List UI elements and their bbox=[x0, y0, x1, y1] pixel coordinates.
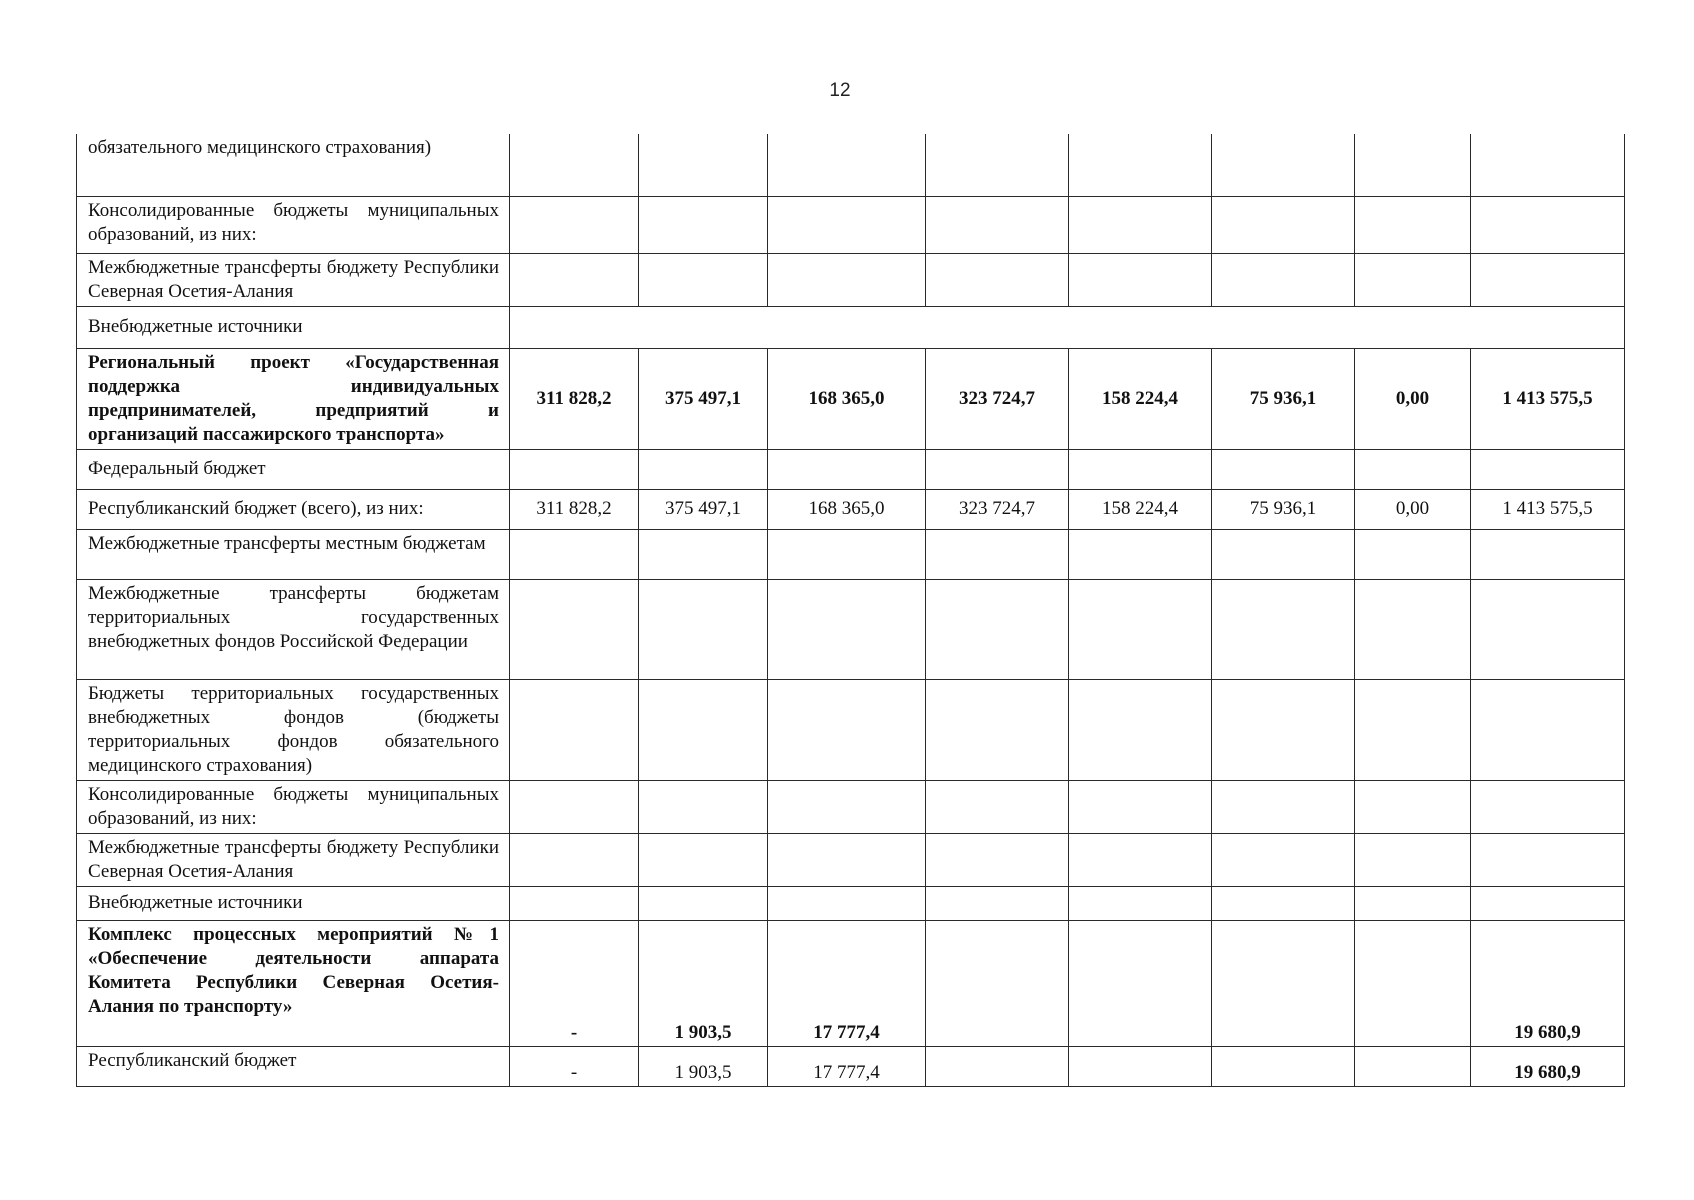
value-cell: - bbox=[510, 920, 639, 1046]
value-cell bbox=[1471, 449, 1625, 489]
table-row bbox=[77, 449, 1625, 489]
value-cell bbox=[1355, 134, 1471, 196]
value-cell bbox=[1212, 449, 1355, 489]
value-cell: 19 680,9 bbox=[1471, 920, 1625, 1046]
value-cell bbox=[1212, 1046, 1355, 1086]
table-row bbox=[77, 1046, 1625, 1086]
value-cell: 17 777,4 bbox=[768, 920, 926, 1046]
value-cell bbox=[768, 833, 926, 886]
value-cell bbox=[639, 886, 768, 920]
value-cell bbox=[639, 449, 768, 489]
row-label: Межбюджетные трансферты бюджету Республики Северная Осетия-Алания bbox=[77, 833, 510, 886]
value-cell bbox=[510, 886, 639, 920]
value-cell bbox=[1069, 920, 1212, 1046]
value-cell bbox=[1471, 529, 1625, 579]
value-cell bbox=[1355, 449, 1471, 489]
value-cell bbox=[510, 134, 639, 196]
value-cell bbox=[1069, 579, 1212, 679]
value-cell bbox=[510, 449, 639, 489]
value-cell bbox=[510, 253, 639, 306]
value-cell bbox=[1471, 833, 1625, 886]
value-cell bbox=[1212, 134, 1355, 196]
value-cell bbox=[926, 679, 1069, 780]
value-cell: 375 497,1 bbox=[639, 489, 768, 529]
value-cell bbox=[768, 196, 926, 253]
value-cell bbox=[1355, 780, 1471, 833]
value-cell: 75 936,1 bbox=[1212, 489, 1355, 529]
value-cell bbox=[1355, 833, 1471, 886]
value-cell bbox=[1069, 886, 1212, 920]
value-cell: 375 497,1 bbox=[639, 348, 768, 449]
value-cell bbox=[1212, 780, 1355, 833]
row-label: Бюджеты территориальных государственных внебюджетных фондов (бюджеты территориальных фондов обязательного медицинского страхования) bbox=[77, 679, 510, 780]
value-cell: 1 903,5 bbox=[639, 920, 768, 1046]
value-cell: 158 224,4 bbox=[1069, 348, 1212, 449]
table-row bbox=[77, 253, 1625, 306]
row-label: Внебюджетные источники bbox=[77, 886, 510, 920]
value-cell bbox=[1355, 679, 1471, 780]
value-cell bbox=[1212, 679, 1355, 780]
value-cell bbox=[510, 579, 639, 679]
value-cell: 1 413 575,5 bbox=[1471, 489, 1625, 529]
value-cell bbox=[1212, 529, 1355, 579]
value-cell bbox=[1069, 679, 1212, 780]
value-cell: 0,00 bbox=[1355, 489, 1471, 529]
value-cell bbox=[926, 529, 1069, 579]
value-cell bbox=[1355, 253, 1471, 306]
value-cell bbox=[926, 253, 1069, 306]
value-cell bbox=[768, 886, 926, 920]
value-cell bbox=[1471, 679, 1625, 780]
value-cell: 17 777,4 bbox=[768, 1046, 926, 1086]
value-cell bbox=[926, 920, 1069, 1046]
value-cell bbox=[1069, 196, 1212, 253]
value-cell bbox=[510, 196, 639, 253]
row-label: Комплекс процессных мероприятий №1 «Обеспечение деятельности аппарата Комитета Республики Северная Осетия-Алания по транспорту» bbox=[77, 920, 510, 1046]
value-cell bbox=[1212, 920, 1355, 1046]
value-cell bbox=[1069, 253, 1212, 306]
value-cell bbox=[768, 449, 926, 489]
table-row bbox=[77, 780, 1625, 833]
value-cell bbox=[1355, 529, 1471, 579]
value-cell bbox=[926, 449, 1069, 489]
value-cell bbox=[926, 196, 1069, 253]
value-cell: 168 365,0 bbox=[768, 489, 926, 529]
value-cell bbox=[768, 780, 926, 833]
value-cell bbox=[1069, 449, 1212, 489]
row-label: Межбюджетные трансферты бюджетам территориальных государственных внебюджетных фондов Российской Федерации bbox=[77, 579, 510, 679]
value-cell bbox=[1471, 579, 1625, 679]
value-cell: 311 828,2 bbox=[510, 348, 639, 449]
value-cell bbox=[1212, 196, 1355, 253]
value-cell bbox=[510, 833, 639, 886]
value-cell bbox=[926, 1046, 1069, 1086]
value-cell: 323 724,7 bbox=[926, 348, 1069, 449]
value-cell: 75 936,1 bbox=[1212, 348, 1355, 449]
budget-table bbox=[76, 134, 1625, 1087]
value-cell bbox=[768, 134, 926, 196]
value-cell: 168 365,0 bbox=[768, 348, 926, 449]
value-cell: 1 413 575,5 bbox=[1471, 348, 1625, 449]
row-label: Республиканский бюджет bbox=[77, 1046, 510, 1086]
value-cell bbox=[768, 253, 926, 306]
value-cell bbox=[639, 679, 768, 780]
row-label: Межбюджетные трансферты бюджету Республики Северная Осетия-Алания bbox=[77, 253, 510, 306]
table-row bbox=[77, 833, 1625, 886]
value-cell bbox=[1471, 196, 1625, 253]
row-label: Межбюджетные трансферты местным бюджетам bbox=[77, 529, 510, 579]
table-row bbox=[77, 679, 1625, 780]
table-row bbox=[77, 920, 1625, 1046]
page-number: 12 bbox=[829, 80, 851, 101]
table-row bbox=[77, 886, 1625, 920]
value-cell bbox=[1355, 196, 1471, 253]
value-cell bbox=[1212, 886, 1355, 920]
value-cell bbox=[768, 579, 926, 679]
row-label: Республиканский бюджет (всего), из них: bbox=[77, 489, 510, 529]
table-row bbox=[77, 348, 1625, 449]
value-cell bbox=[926, 833, 1069, 886]
value-cell bbox=[1212, 579, 1355, 679]
value-cell: 311 828,2 bbox=[510, 489, 639, 529]
value-cell bbox=[510, 679, 639, 780]
value-cell bbox=[1069, 529, 1212, 579]
table-row bbox=[77, 306, 1625, 348]
value-cell bbox=[510, 529, 639, 579]
value-cell bbox=[926, 579, 1069, 679]
value-cell bbox=[639, 196, 768, 253]
table-row bbox=[77, 196, 1625, 253]
value-cell: 323 724,7 bbox=[926, 489, 1069, 529]
row-label: Консолидированные бюджеты муниципальных образований, из них: bbox=[77, 196, 510, 253]
value-cell bbox=[926, 886, 1069, 920]
value-cell bbox=[1069, 780, 1212, 833]
value-cell bbox=[926, 134, 1069, 196]
value-cell bbox=[639, 134, 768, 196]
row-label: Консолидированные бюджеты муниципальных образований, из них: bbox=[77, 780, 510, 833]
value-cell bbox=[1069, 134, 1212, 196]
table-row bbox=[77, 134, 1625, 196]
value-cell bbox=[1355, 920, 1471, 1046]
value-cell: - bbox=[510, 1046, 639, 1086]
table-row bbox=[77, 579, 1625, 679]
value-cell bbox=[768, 529, 926, 579]
value-cell bbox=[768, 679, 926, 780]
value-cell bbox=[1471, 253, 1625, 306]
value-cell bbox=[639, 253, 768, 306]
value-cell: 0,00 bbox=[1355, 348, 1471, 449]
row-label: Федеральный бюджет bbox=[77, 449, 510, 489]
value-cell bbox=[639, 833, 768, 886]
value-cell bbox=[510, 780, 639, 833]
table-row bbox=[77, 529, 1625, 579]
value-cell bbox=[1212, 833, 1355, 886]
table-row bbox=[77, 489, 1625, 529]
row-label: Внебюджетные источники bbox=[77, 306, 510, 348]
value-cell bbox=[1069, 1046, 1212, 1086]
value-cell: 19 680,9 bbox=[1471, 1046, 1625, 1086]
value-cell bbox=[639, 780, 768, 833]
value-cell bbox=[1355, 579, 1471, 679]
value-cell bbox=[1212, 253, 1355, 306]
value-cell: 158 224,4 bbox=[1069, 489, 1212, 529]
value-cell bbox=[1471, 886, 1625, 920]
row-label: обязательного медицинского страхования) bbox=[77, 134, 510, 196]
value-cell: 1 903,5 bbox=[639, 1046, 768, 1086]
value-cell bbox=[926, 780, 1069, 833]
value-cell bbox=[1471, 780, 1625, 833]
value-cell bbox=[1355, 1046, 1471, 1086]
value-cell bbox=[1355, 886, 1471, 920]
merged-value-cell bbox=[510, 306, 1625, 348]
value-cell bbox=[1069, 833, 1212, 886]
value-cell bbox=[1471, 134, 1625, 196]
value-cell bbox=[639, 529, 768, 579]
row-label: Региональный проект «Государственная поддержка индивидуальных предпринимателей, предприятий и организаций пассажирского транспорта» bbox=[77, 348, 510, 449]
value-cell bbox=[639, 579, 768, 679]
